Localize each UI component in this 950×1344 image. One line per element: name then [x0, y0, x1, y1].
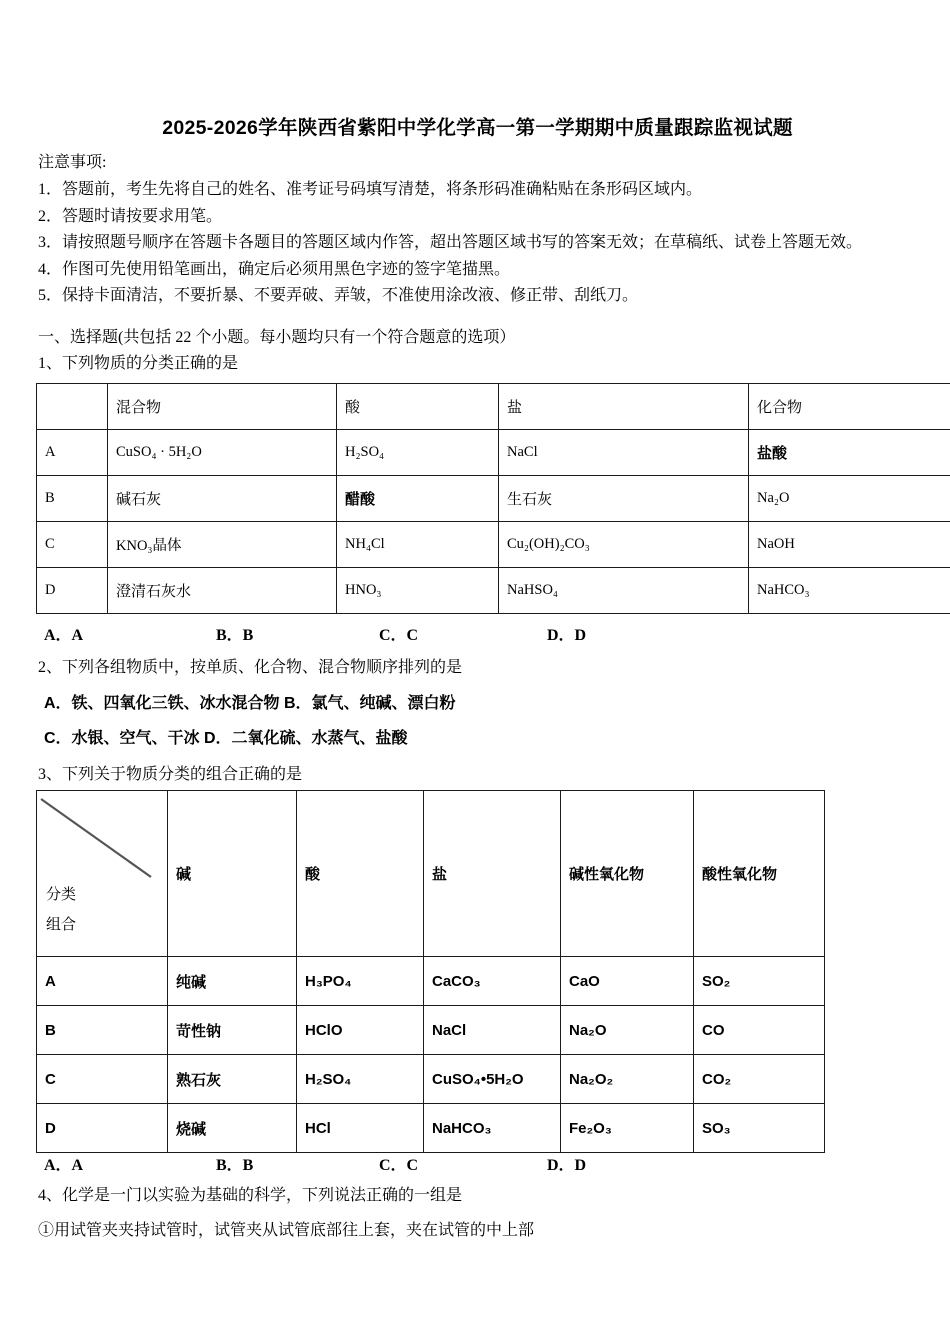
question-4-stem: 4、化学是一门以实验为基础的科学，下列说法正确的一组是	[38, 1187, 463, 1204]
table-cell: 碱石灰	[108, 476, 337, 522]
table-cell: HNO₃	[337, 568, 499, 614]
question-3-answers	[44, 1152, 664, 1174]
answer-option-b[interactable]: B．B	[216, 627, 254, 644]
row-label: C	[37, 522, 108, 568]
table-header-cell: 混合物	[108, 384, 337, 430]
table-header-cell: 酸	[337, 384, 499, 430]
answer-option-a[interactable]: A．A	[44, 1157, 84, 1174]
question-1-answers	[44, 622, 664, 644]
question-2-options-line-1[interactable]: A．铁、四氧化三铁、冰水混合物 B．氯气、纯碱、漂白粉	[44, 695, 456, 712]
corner-label-bottom: 组合	[46, 916, 77, 933]
table-cell: CuSO₄•5H₂O	[424, 1055, 561, 1104]
table-header-cell: 酸性氧化物	[694, 791, 825, 957]
row-label: B	[37, 1006, 168, 1055]
table-cell: CuSO₄ · 5H₂O	[108, 430, 337, 476]
table-cell: KNO₃晶体	[108, 522, 337, 568]
notice-item: 4．作图可先使用铅笔画出，确定后必须用黑色字迹的签字笔描黑。	[38, 260, 511, 278]
table-cell: HCl	[297, 1104, 424, 1153]
table-cell: NaOH	[749, 522, 950, 568]
notice-item: 1．答题前，考生先将自己的姓名、准考证号码填写清楚，将条形码准确粘贴在条形码区域内。	[38, 181, 703, 198]
row-label: A	[37, 430, 108, 476]
table-row	[37, 957, 825, 1006]
table-cell: H₂SO₄	[337, 430, 499, 476]
page-title: 2025-2026学年陕西省紫阳中学化学高一第一学期期中质量跟踪监视试题	[162, 117, 793, 139]
section-heading: 一、选择题(共包括 22 个小题。每小题均只有一个符合题意的选项）	[38, 329, 516, 346]
corner-labels	[46, 880, 76, 940]
table-cell: NaHCO₃	[749, 568, 950, 614]
table-row	[37, 522, 950, 568]
answer-option-c[interactable]: C．C	[379, 1157, 419, 1174]
table-row	[37, 430, 950, 476]
table-cell: H₂SO₄	[297, 1055, 424, 1104]
table-row	[37, 1006, 825, 1055]
table-row	[37, 476, 950, 522]
row-label: D	[37, 568, 108, 614]
table-header-cell: 盐	[424, 791, 561, 957]
row-label: C	[37, 1055, 168, 1104]
table-cell: 熟石灰	[168, 1055, 297, 1104]
table-cell: Fe₂O₃	[561, 1104, 694, 1153]
question-3-table	[36, 790, 825, 1153]
table-header-row	[37, 384, 950, 430]
answer-option-b[interactable]: B．B	[216, 1157, 254, 1174]
question-4-item-1: ①用试管夹夹持试管时，试管夹从试管底部往上套，夹在试管的中上部	[38, 1222, 535, 1239]
notice-heading: 注意事项:	[38, 154, 107, 171]
row-label: D	[37, 1104, 168, 1153]
table-header-cell: 碱性氧化物	[561, 791, 694, 957]
row-label: A	[37, 957, 168, 1006]
table-cell: 澄清石灰水	[108, 568, 337, 614]
table-cell: 苛性钠	[168, 1006, 297, 1055]
notice-item: 3．请按照题号顺序在答题卡各题目的答题区域内作答，超出答题区域书写的答案无效；在草稿纸、试卷上答题无效。	[38, 234, 863, 251]
table-cell: NaCl	[424, 1006, 561, 1055]
answer-option-c[interactable]: C．C	[379, 627, 419, 644]
table-header-cell: 化合物	[749, 384, 950, 430]
answer-option-d[interactable]: D．D	[547, 627, 587, 644]
notice-block	[38, 150, 918, 310]
table-cell: NH₄Cl	[337, 522, 499, 568]
table-header-cell: 碱	[168, 791, 297, 957]
table-cell: SO₂	[694, 957, 825, 1006]
table-cell: CaO	[561, 957, 694, 1006]
table-header-cell: 酸	[297, 791, 424, 957]
table-cell: Na₂O	[561, 1006, 694, 1055]
table-header-row	[37, 791, 825, 957]
table-cell: CO₂	[694, 1055, 825, 1104]
table-cell: NaCl	[499, 430, 749, 476]
table-row	[37, 1055, 825, 1104]
table-cell: 纯碱	[168, 957, 297, 1006]
table-corner-cell	[37, 791, 168, 957]
table-cell: CO	[694, 1006, 825, 1055]
table-cell: NaHSO₄	[499, 568, 749, 614]
table-header-cell	[37, 384, 108, 430]
question-1-stem: 1、下列物质的分类正确的是	[38, 355, 239, 372]
answer-option-a[interactable]: A．A	[44, 627, 84, 644]
table-cell: Na₂O₂	[561, 1055, 694, 1104]
table-header-cell: 盐	[499, 384, 749, 430]
table-cell: 烧碱	[168, 1104, 297, 1153]
question-3-stem: 3、下列关于物质分类的组合正确的是	[38, 766, 303, 783]
question-1-table	[36, 383, 950, 614]
answer-option-d[interactable]: D．D	[547, 1157, 587, 1174]
table-cell: Na₂O	[749, 476, 950, 522]
table-cell: Cu₂(OH)₂CO₃	[499, 522, 749, 568]
table-cell: H₃PO₄	[297, 957, 424, 1006]
row-label: B	[37, 476, 108, 522]
table-cell: 生石灰	[499, 476, 749, 522]
table-row	[37, 568, 950, 614]
corner-label-top: 分类	[46, 886, 77, 903]
question-2-options-line-2[interactable]: C．水银、空气、干冰 D．二氧化硫、水蒸气、盐酸	[44, 730, 408, 747]
table-cell: 盐酸	[749, 430, 950, 476]
question-2-stem: 2、下列各组物质中，按单质、化合物、混合物顺序排列的是	[38, 659, 463, 676]
table-cell: SO₃	[694, 1104, 825, 1153]
notice-item: 5．保持卡面清洁，不要折暴、不要弄破、弄皱，不准使用涂改液、修正带、刮纸刀。	[38, 287, 639, 304]
table-cell: CaCO₃	[424, 957, 561, 1006]
table-cell: NaHCO₃	[424, 1104, 561, 1153]
table-cell: HClO	[297, 1006, 424, 1055]
table-cell: 醋酸	[337, 476, 499, 522]
notice-item: 2．答题时请按要求用笔。	[38, 207, 223, 225]
table-row	[37, 1104, 825, 1153]
